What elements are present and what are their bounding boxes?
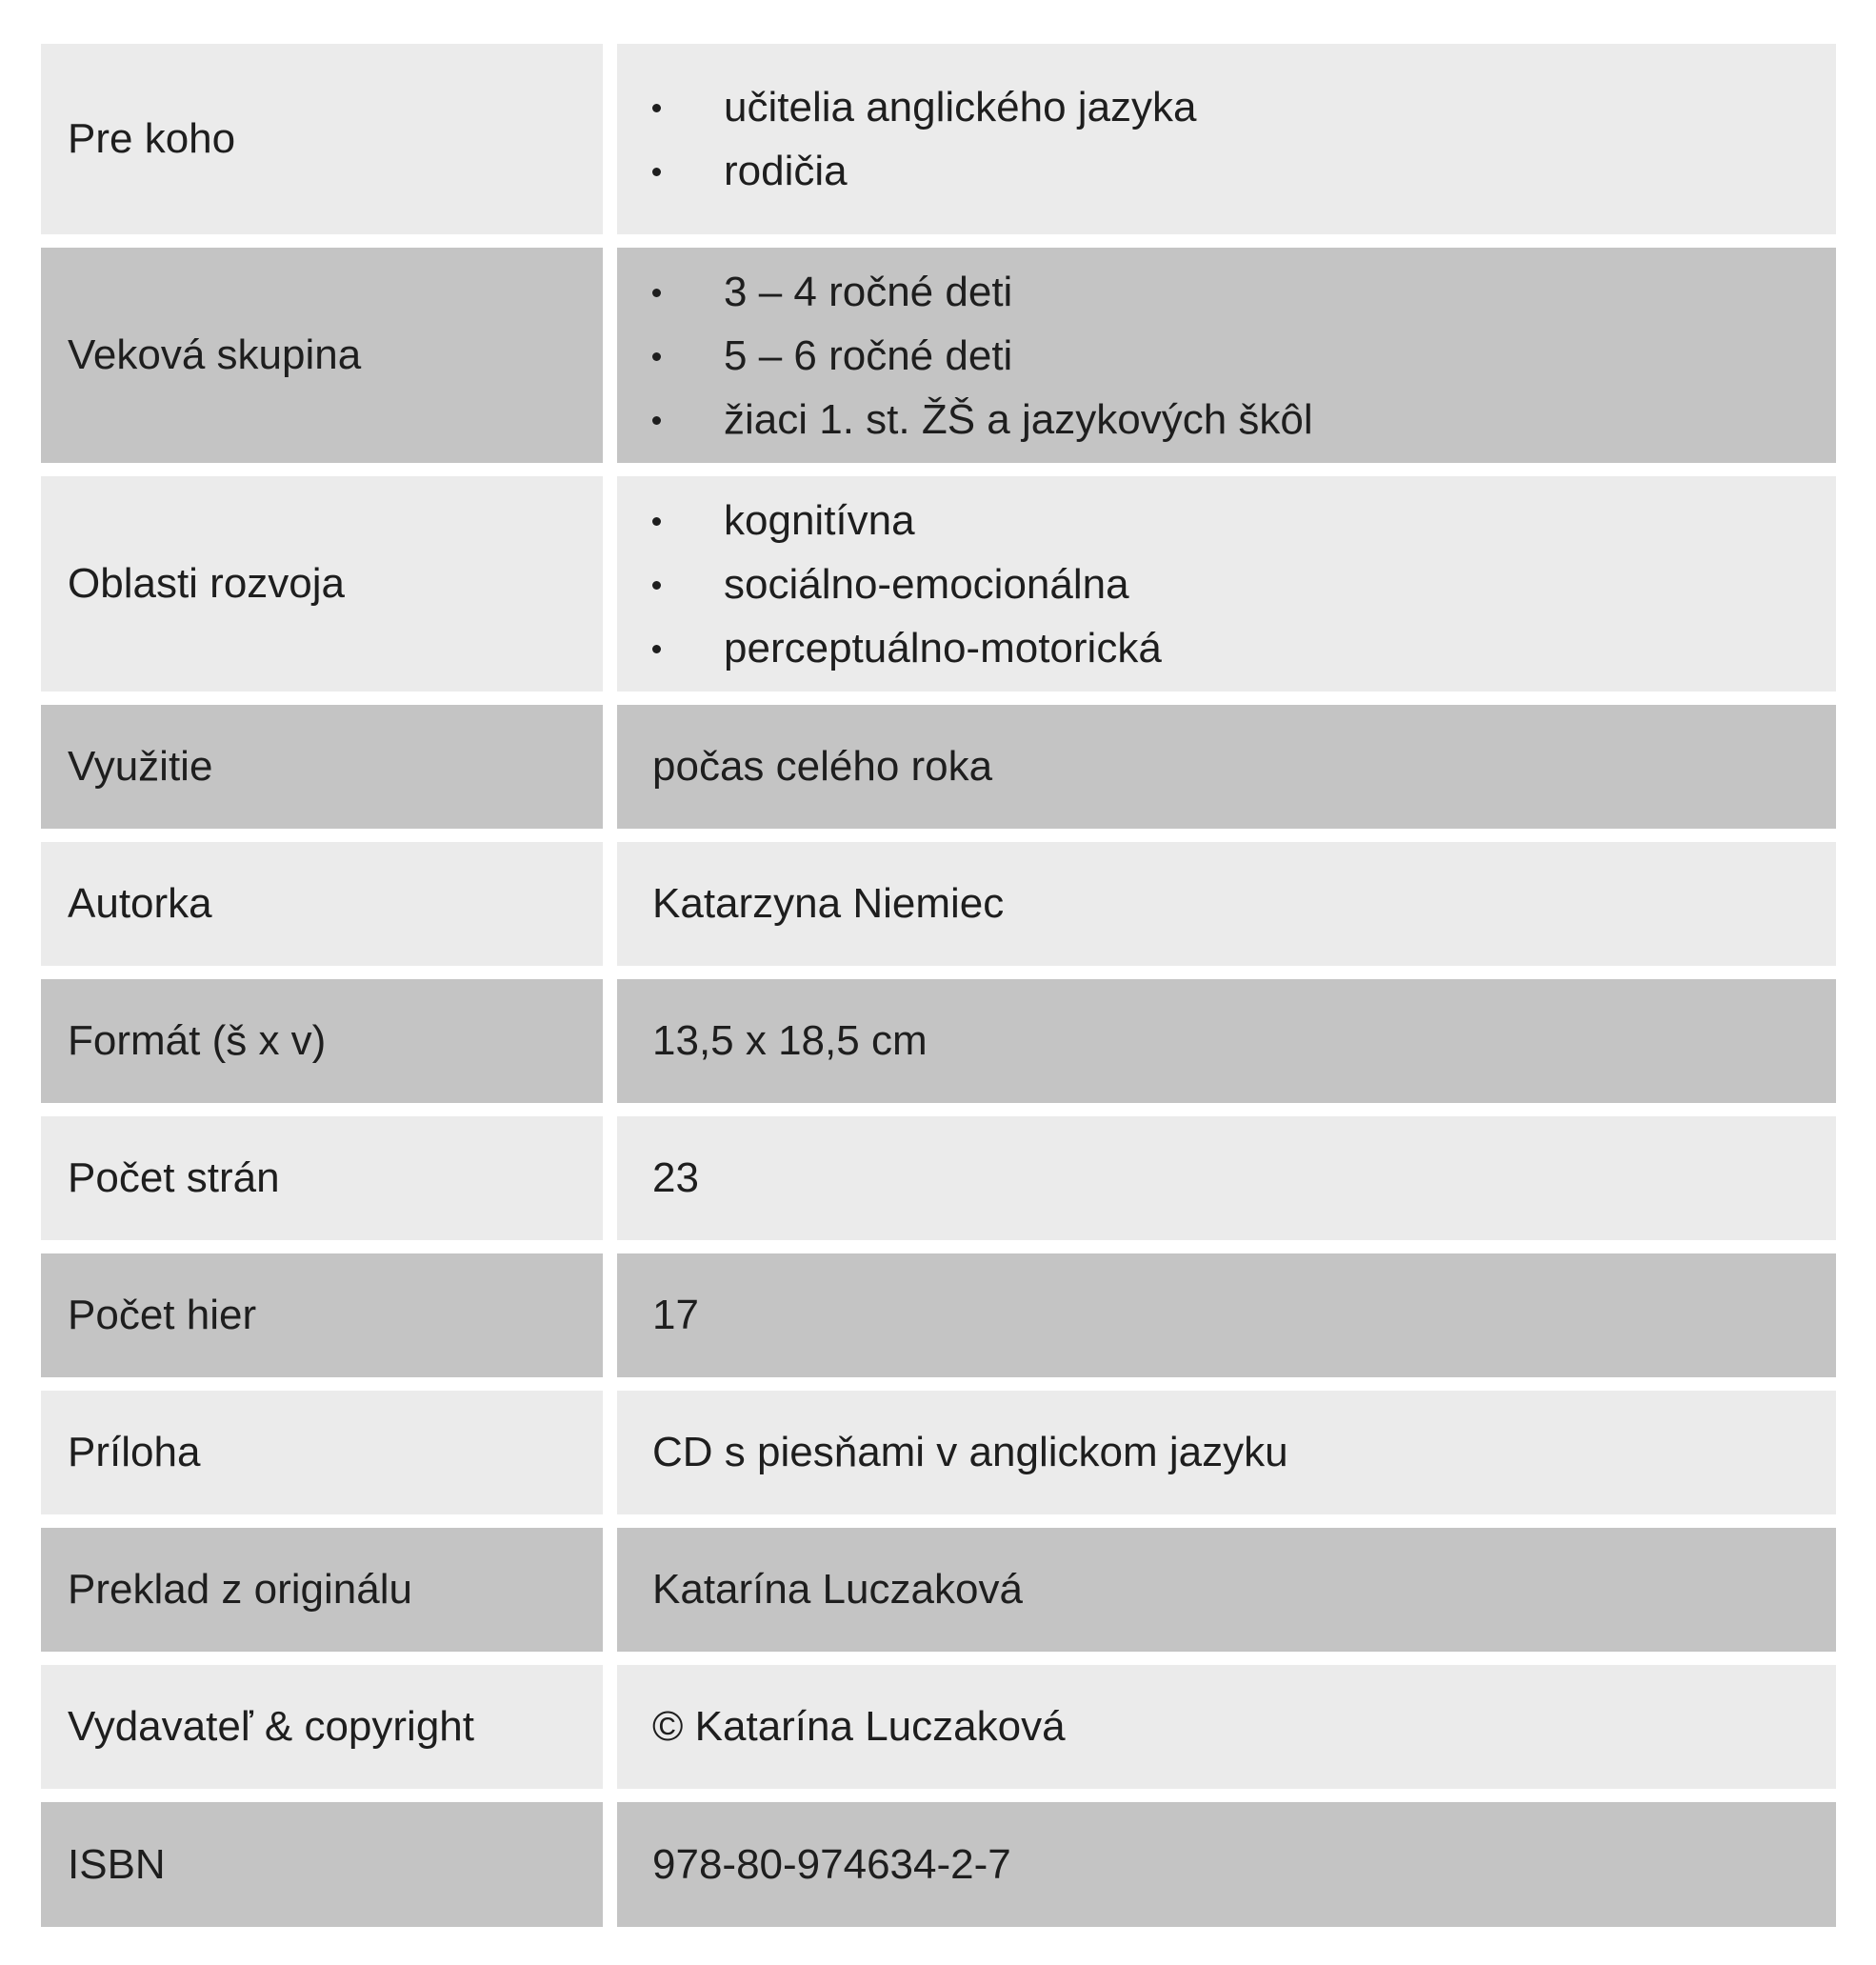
list-item: 5 – 6 ročné deti [652,324,1313,388]
product-info-table [41,44,1836,1940]
table-row [41,842,1836,966]
row-value: 17 [617,1253,1836,1377]
row-label: Oblasti rozvoja [41,476,603,692]
row-label: Veková skupina [41,248,603,463]
list-item: rodičia [652,139,1197,203]
row-label: Pre koho [41,44,603,234]
row-label: Počet strán [41,1116,603,1240]
row-value: 978-80-974634-2-7 [617,1802,1836,1927]
row-value: počas celého roka [617,705,1836,829]
bullet-list [652,489,1162,680]
row-value: Katarína Luczaková [617,1528,1836,1652]
table-row [41,1391,1836,1514]
row-value [617,248,1836,463]
table-row [41,705,1836,829]
row-value: © Katarína Luczaková [617,1665,1836,1789]
row-label: Vydavateľ & copyright [41,1665,603,1789]
list-item: kognitívna [652,489,1162,552]
table-row [41,1116,1836,1240]
table-row [41,979,1836,1103]
table-row [41,44,1836,234]
row-value: Katarzyna Niemiec [617,842,1836,966]
list-item: učitelia anglického jazyka [652,75,1197,139]
list-item: sociálno-emocionálna [652,552,1162,616]
list-item: žiaci 1. st. ŽŠ a jazykových škôl [652,388,1313,451]
row-label: ISBN [41,1802,603,1927]
row-label: Preklad z originálu [41,1528,603,1652]
row-value: 13,5 x 18,5 cm [617,979,1836,1103]
list-item: perceptuálno-motorická [652,616,1162,680]
table-row [41,476,1836,692]
table-row [41,1665,1836,1789]
row-value [617,476,1836,692]
table-row [41,248,1836,463]
row-value: 23 [617,1116,1836,1240]
row-value [617,44,1836,234]
row-label: Príloha [41,1391,603,1514]
list-item: 3 – 4 ročné deti [652,260,1313,324]
bullet-list [652,75,1197,203]
row-label: Autorka [41,842,603,966]
row-value: CD s piesňami v anglickom jazyku [617,1391,1836,1514]
table-row [41,1802,1836,1927]
row-label: Využitie [41,705,603,829]
bullet-list [652,260,1313,451]
table-row [41,1253,1836,1377]
table-row [41,1528,1836,1652]
row-label: Počet hier [41,1253,603,1377]
row-label: Formát (š x v) [41,979,603,1103]
